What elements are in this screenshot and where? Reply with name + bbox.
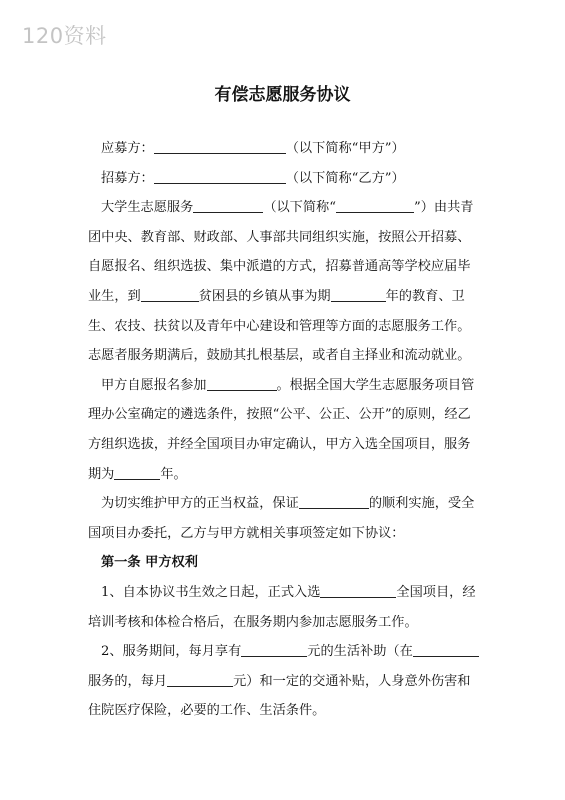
watermark-logo: 120资料 (22, 24, 107, 48)
para3-text-b: 的顺利实施，受全国项目办委托，乙方与甲方就相关事项签定如下协议： (88, 496, 475, 541)
item1-text-b: 全国项目，经培训考核和体检合格后，在服务期内参加志愿服务工作。 (88, 584, 476, 630)
article-1-heading: 第一条 甲方权利 (101, 555, 198, 571)
party-b-line (88, 164, 480, 194)
para2-blank-years (114, 464, 160, 480)
party-a-suffix: （以下简称“甲方”） (285, 141, 405, 156)
item2-blank-amount (167, 671, 233, 687)
item2-blank-location (413, 641, 479, 657)
party-b-blank (154, 168, 286, 184)
para2-blank-project (207, 375, 277, 391)
item2-text-a: 2、服务期间，每月享有 (101, 644, 242, 660)
party-b-suffix: （以下简称“乙方”） (285, 170, 405, 186)
intro-paragraph-end: 志愿者服务期满后，鼓励其扎根基层，或者自主择业和流动就业。 (88, 348, 471, 364)
intro-blank-abbr (336, 197, 414, 213)
intro-text-a: 大学生志愿服务 (101, 200, 194, 216)
intro-text-e: 年的教育、卫生、农技、扶贫以及青年中心建设和管理等方面的志愿服务工作。 (88, 288, 471, 334)
party-a-label: 应募方： (101, 141, 154, 156)
para2-text-c: 年。 (160, 466, 187, 482)
intro-text-d: 贫困县的乡镇从事为期 (198, 288, 331, 304)
para2-text-b: 。根据全国大学生志愿服务项目管理办公室确定的遴选条件，按照“公平、公正、公开”的原则，经乙方组织选拔，并经全国项目办审定确认，甲方入选全国项目，服务期为 (88, 377, 475, 482)
party-a-blank (154, 138, 286, 154)
party-b-label: 招募方： (101, 170, 154, 186)
item2-text-d: 元）和一定的交通补贴，人身意外伤害和住院医疗保险，必要的工作、生活条件。 (88, 673, 471, 719)
document-body (88, 134, 480, 726)
intro-text-c: ”）由共青团中央、教育部、财政部、人事部共同组织实施，按照公开招募、自愿报名、组织选拔、集中派遣的方式，招募普通高等学校应届毕业生，到 (88, 200, 474, 304)
intro-blank-county (141, 286, 199, 302)
item1-blank-project (320, 582, 396, 598)
article-1-item-2 (88, 637, 480, 726)
item1-text-a: 1、自本协议书生效之日起，正式入选 (101, 584, 321, 600)
intro-blank-years (331, 286, 386, 302)
item2-blank-subsidy (241, 641, 307, 657)
party-a-line (88, 134, 480, 164)
para3-text-a: 为切实维护甲方的正当权益，保证 (101, 496, 299, 512)
intro-paragraph (88, 193, 480, 341)
document-title: 有偿志愿服务协议 (214, 85, 351, 105)
article-1-item-1 (88, 578, 480, 637)
item2-text-b: 元的生活补助（在 (307, 644, 413, 660)
intro-text-b: （以下简称“ (263, 200, 336, 216)
para2-text-a: 甲方自愿报名参加 (101, 377, 207, 393)
third-paragraph (88, 489, 480, 548)
item2-text-c: 服务的，每月 (88, 673, 168, 689)
para3-blank-project (299, 493, 369, 509)
intro-blank-service (193, 197, 263, 213)
second-paragraph (88, 371, 480, 489)
